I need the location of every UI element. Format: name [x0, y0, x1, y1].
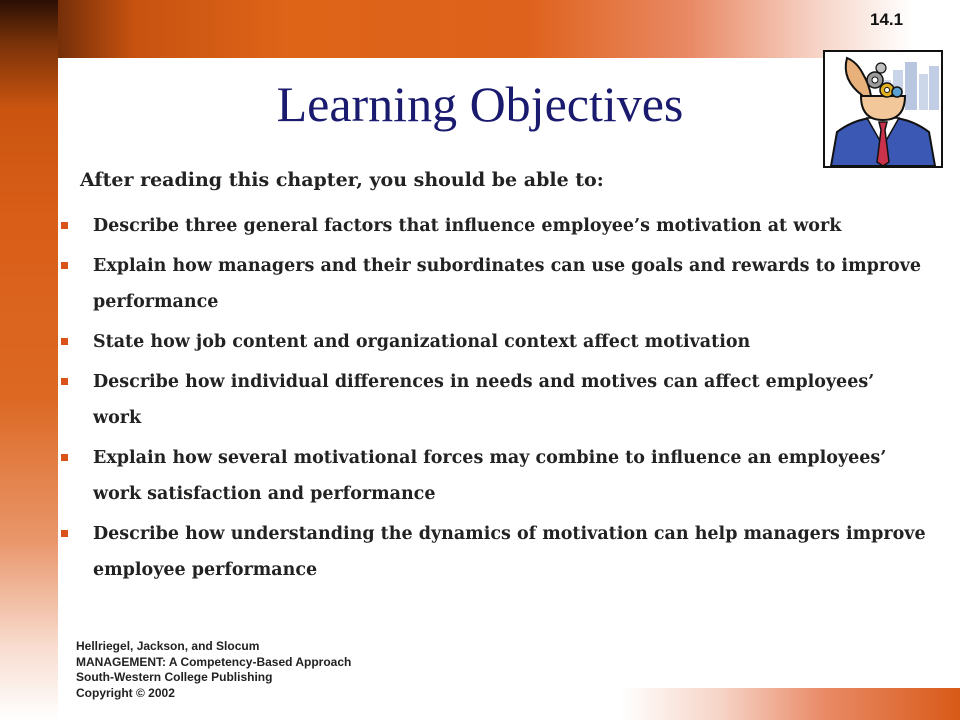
square-bullet-icon: [61, 338, 68, 345]
objective-item: [56, 324, 926, 360]
intro-text: After reading this chapter, you should be able to:: [80, 169, 604, 191]
objective-item: [56, 364, 926, 436]
objective-text: Describe how individual differences in needs and motives can affect employees’ work: [93, 372, 875, 428]
objective-text: Explain how several motivational forces may combine to influence an employees’ work satisfaction and performance: [93, 448, 887, 504]
objective-item: [56, 440, 926, 512]
footer-copyright: Copyright © 2002: [76, 685, 175, 700]
objective-item: [56, 208, 926, 244]
footer-citation: [76, 639, 351, 701]
footer-authors: Hellriegel, Jackson, and Slocum: [76, 639, 260, 653]
footer-publisher: South-Western College Publishing: [76, 670, 273, 684]
slide-title: Learning Objectives: [276, 76, 684, 132]
square-bullet-icon: [61, 530, 68, 537]
square-bullet-icon: [61, 378, 68, 385]
bottom-gradient-band: [620, 688, 960, 720]
thinking-businessman-gears-icon: [823, 50, 943, 168]
objective-item: [56, 248, 926, 320]
objective-text: State how job content and organizational context affect motivation: [93, 332, 751, 352]
square-bullet-icon: [61, 222, 68, 229]
square-bullet-icon: [61, 262, 68, 269]
top-gradient-band: [0, 0, 960, 58]
objective-item: [56, 516, 926, 588]
objective-text: Explain how managers and their subordinates can use goals and rewards to improve performance: [93, 256, 922, 312]
objective-text: Describe three general factors that influence employee’s motivation at work: [93, 216, 842, 236]
slide-number: 14.1: [870, 10, 904, 29]
footer-book: MANAGEMENT: A Competency-Based Approach: [76, 654, 352, 669]
square-bullet-icon: [61, 454, 68, 461]
objectives-list: [56, 208, 926, 592]
objective-text: Describe how understanding the dynamics of motivation can help managers improve employee performance: [93, 524, 926, 580]
